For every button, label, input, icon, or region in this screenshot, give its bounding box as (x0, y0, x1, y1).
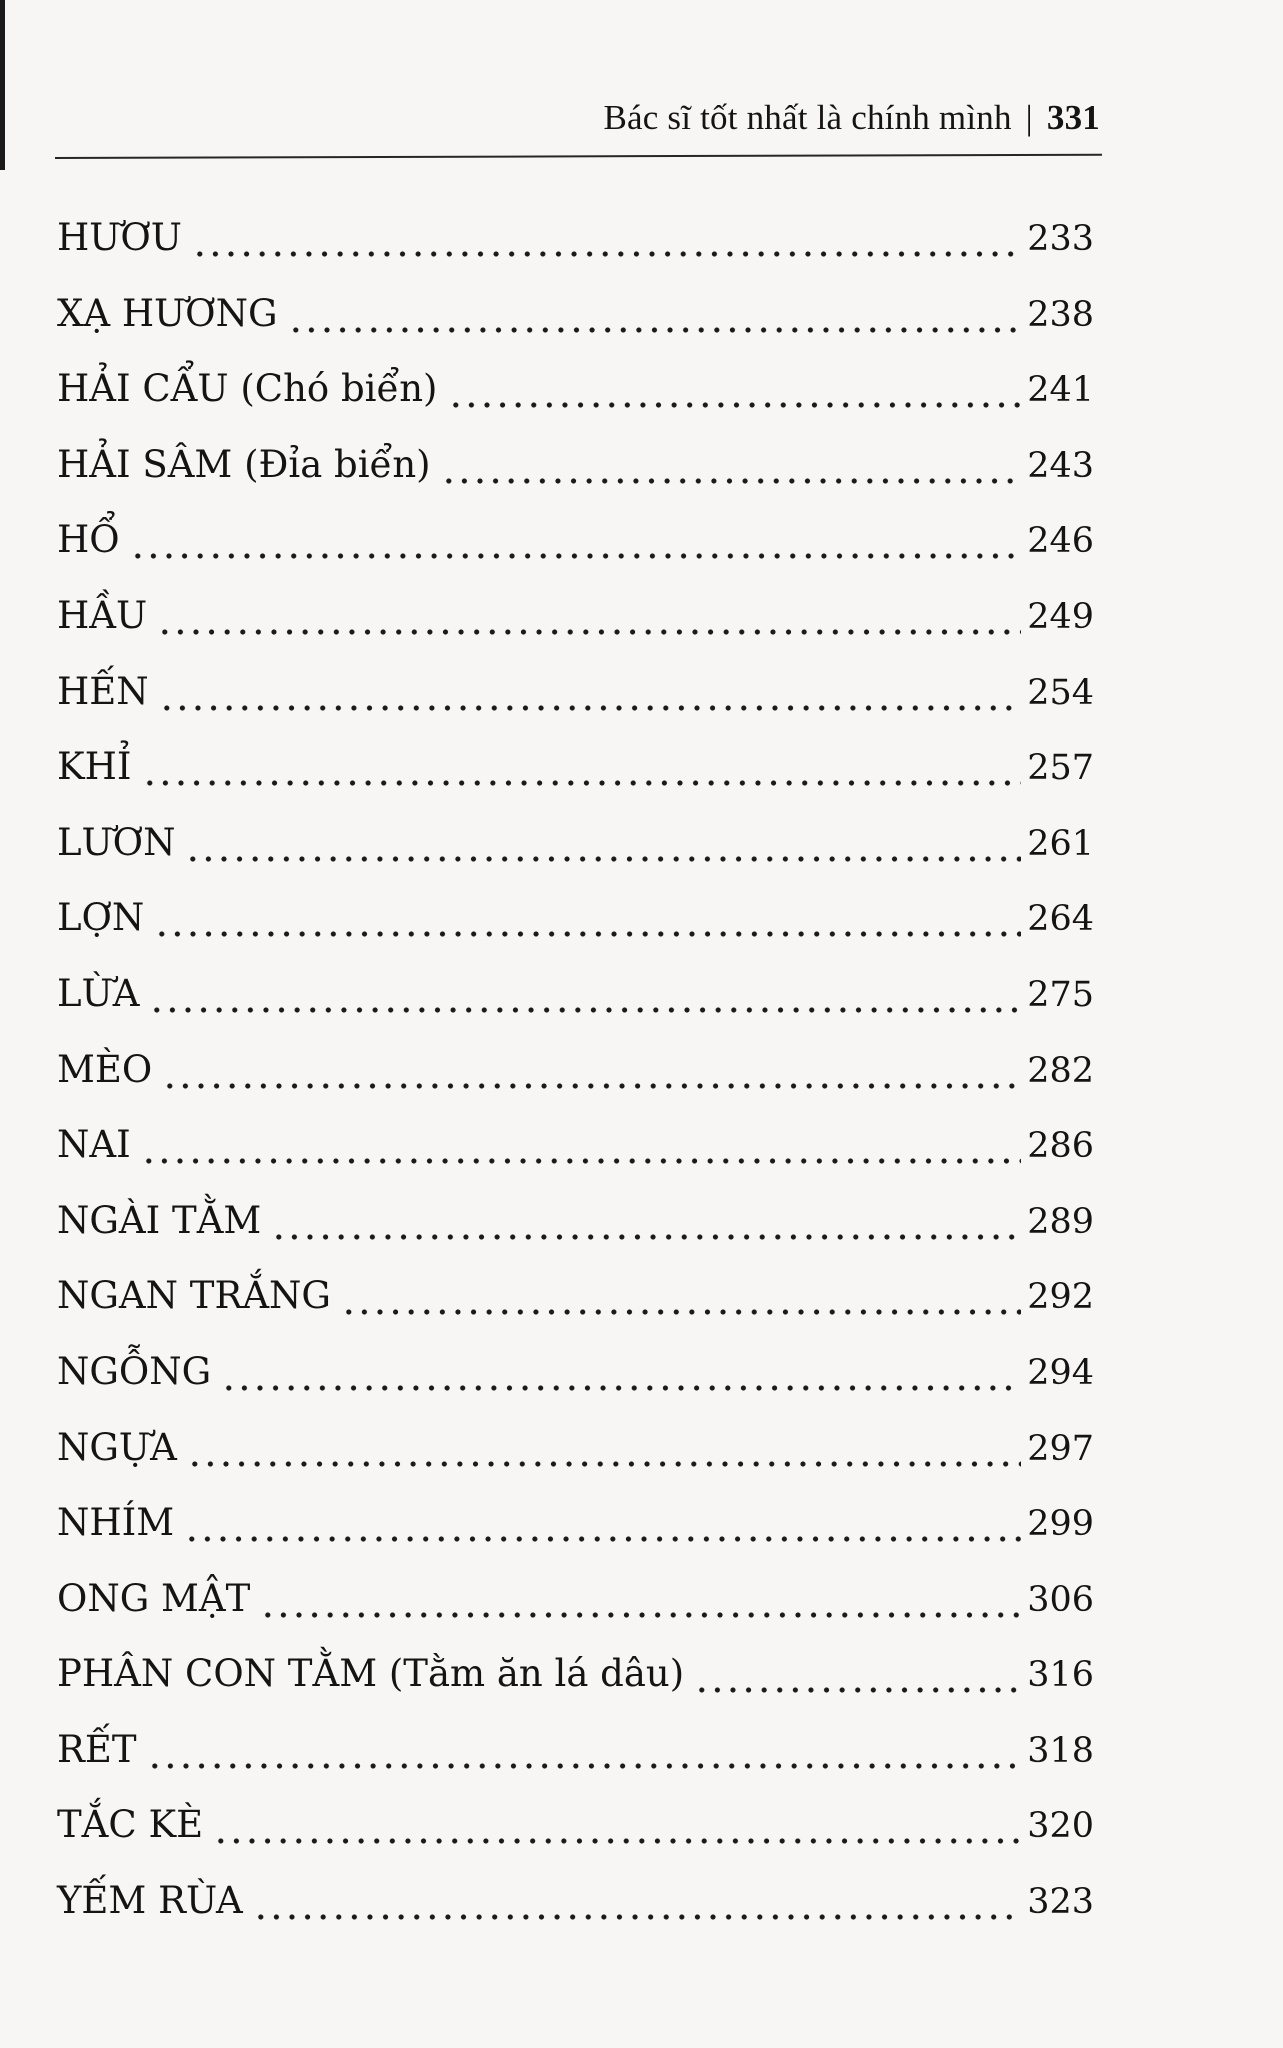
toc-entry-page: 286 (1027, 1126, 1094, 1167)
running-header (56, 96, 1100, 140)
toc-entry-label: LƯƠN (57, 820, 176, 864)
toc-entry-page: 318 (1027, 1730, 1094, 1771)
toc-entry-page: 238 (1027, 294, 1094, 335)
toc-entry (57, 880, 1094, 956)
toc-entry (57, 578, 1094, 654)
toc-entry (57, 1258, 1094, 1334)
toc-entry-label: HẢI CẨU (Chó biển) (57, 367, 438, 411)
dot-leader (154, 880, 1021, 956)
toc-entry-label: NAI (57, 1123, 131, 1167)
toc-entry-page: 292 (1027, 1277, 1094, 1318)
toc-entry-page: 246 (1027, 521, 1094, 562)
dot-leader (142, 729, 1022, 805)
toc-entry-page: 294 (1027, 1352, 1094, 1393)
toc-entry (57, 1636, 1094, 1712)
toc-entry-label: LỢN (57, 896, 145, 940)
toc-entry-page: 323 (1027, 1882, 1094, 1923)
dot-leader (147, 1712, 1022, 1788)
toc-entry (57, 956, 1094, 1032)
toc-entry-label: HƯƠU (57, 216, 182, 259)
toc-entry-page: 320 (1027, 1806, 1094, 1847)
toc-entry-label: PHÂN CON TẰM (Tằm ăn lá dâu) (57, 1652, 685, 1696)
toc-entry-page: 243 (1027, 445, 1094, 486)
toc-entry-label: HẾN (57, 669, 149, 713)
toc-entry (57, 729, 1094, 805)
toc-entry-label: MÈO (57, 1047, 153, 1091)
dot-leader (184, 1485, 1021, 1561)
toc-entry-page: 316 (1027, 1655, 1094, 1696)
dot-leader (187, 1410, 1021, 1486)
toc-entry-label: NGÀI TẰM (57, 1198, 262, 1242)
dot-leader (260, 1561, 1021, 1637)
table-of-contents (57, 200, 1094, 1939)
toc-entry-label: TẮC KÈ (57, 1803, 204, 1847)
toc-entry (57, 654, 1094, 730)
toc-entry (57, 1183, 1094, 1259)
dot-leader (694, 1636, 1021, 1712)
scan-edge (0, 0, 5, 170)
toc-entry-label: XẠ HƯƠNG (57, 291, 278, 335)
toc-entry-page: 249 (1027, 596, 1094, 637)
toc-entry-page: 233 (1027, 219, 1094, 259)
toc-entry-page: 261 (1027, 823, 1094, 864)
toc-entry-label: NGAN TRẮNG (57, 1274, 331, 1318)
dot-leader (159, 654, 1022, 730)
toc-entry (57, 1712, 1094, 1788)
toc-entry (57, 1107, 1094, 1183)
header-separator: | (1025, 98, 1033, 137)
toc-entry (57, 1787, 1094, 1863)
toc-entry-label: RẾT (57, 1727, 137, 1771)
toc-entry-page: 297 (1027, 1428, 1094, 1469)
toc-entry (57, 1410, 1094, 1486)
toc-entry (57, 276, 1094, 352)
toc-entry (57, 427, 1094, 503)
dot-leader (271, 1183, 1021, 1259)
toc-entry-page: 241 (1027, 370, 1094, 411)
dot-leader (149, 956, 1021, 1032)
header-rule (55, 154, 1102, 159)
dot-leader (185, 805, 1021, 881)
page-number: 331 (1046, 98, 1100, 137)
book-title: Bác sĩ tốt nhất là chính mình (603, 98, 1012, 137)
dot-leader (288, 276, 1022, 352)
toc-entry (57, 805, 1094, 881)
dot-leader (441, 427, 1022, 503)
toc-entry-label: HẢI SÂM (Đỉa biển) (57, 442, 431, 486)
dot-leader (213, 1787, 1021, 1863)
toc-entry (57, 1334, 1094, 1410)
dot-leader (253, 1863, 1021, 1939)
toc-entry-label: LỪA (57, 971, 140, 1015)
toc-entry-page: 257 (1027, 748, 1094, 789)
toc-entry-label: HỔ (57, 518, 120, 562)
toc-entry-page: 282 (1027, 1050, 1094, 1091)
toc-entry (57, 1485, 1094, 1561)
dot-leader (162, 1032, 1021, 1108)
toc-entry-page: 299 (1027, 1504, 1094, 1545)
dot-leader (221, 1334, 1021, 1410)
toc-entry (57, 1032, 1094, 1108)
toc-entry (57, 1863, 1094, 1939)
dot-leader (130, 502, 1022, 578)
toc-entry-label: YẾM RÙA (57, 1879, 243, 1923)
toc-entry-page: 306 (1027, 1579, 1094, 1620)
toc-entry-page: 264 (1027, 899, 1094, 940)
dot-leader (141, 1107, 1021, 1183)
toc-entry-page: 275 (1027, 974, 1094, 1015)
toc-entry-label: KHỈ (57, 745, 132, 789)
toc-entry (57, 1561, 1094, 1637)
toc-entry-label: ONG MẬT (57, 1576, 251, 1620)
toc-entry-label: HẦU (57, 593, 148, 637)
toc-entry-label: NGỰA (57, 1425, 177, 1469)
dot-leader (448, 351, 1022, 427)
toc-entry-page: 254 (1027, 672, 1094, 713)
toc-entry-page: 289 (1027, 1201, 1094, 1242)
toc-entry (57, 200, 1094, 276)
toc-entry (57, 502, 1094, 578)
toc-entry-label: NHÍM (57, 1501, 175, 1545)
toc-entry-label: NGỖNG (57, 1349, 212, 1393)
dot-leader (341, 1258, 1021, 1334)
dot-leader (192, 200, 1021, 276)
toc-entry (57, 351, 1094, 427)
dot-leader (157, 578, 1021, 654)
